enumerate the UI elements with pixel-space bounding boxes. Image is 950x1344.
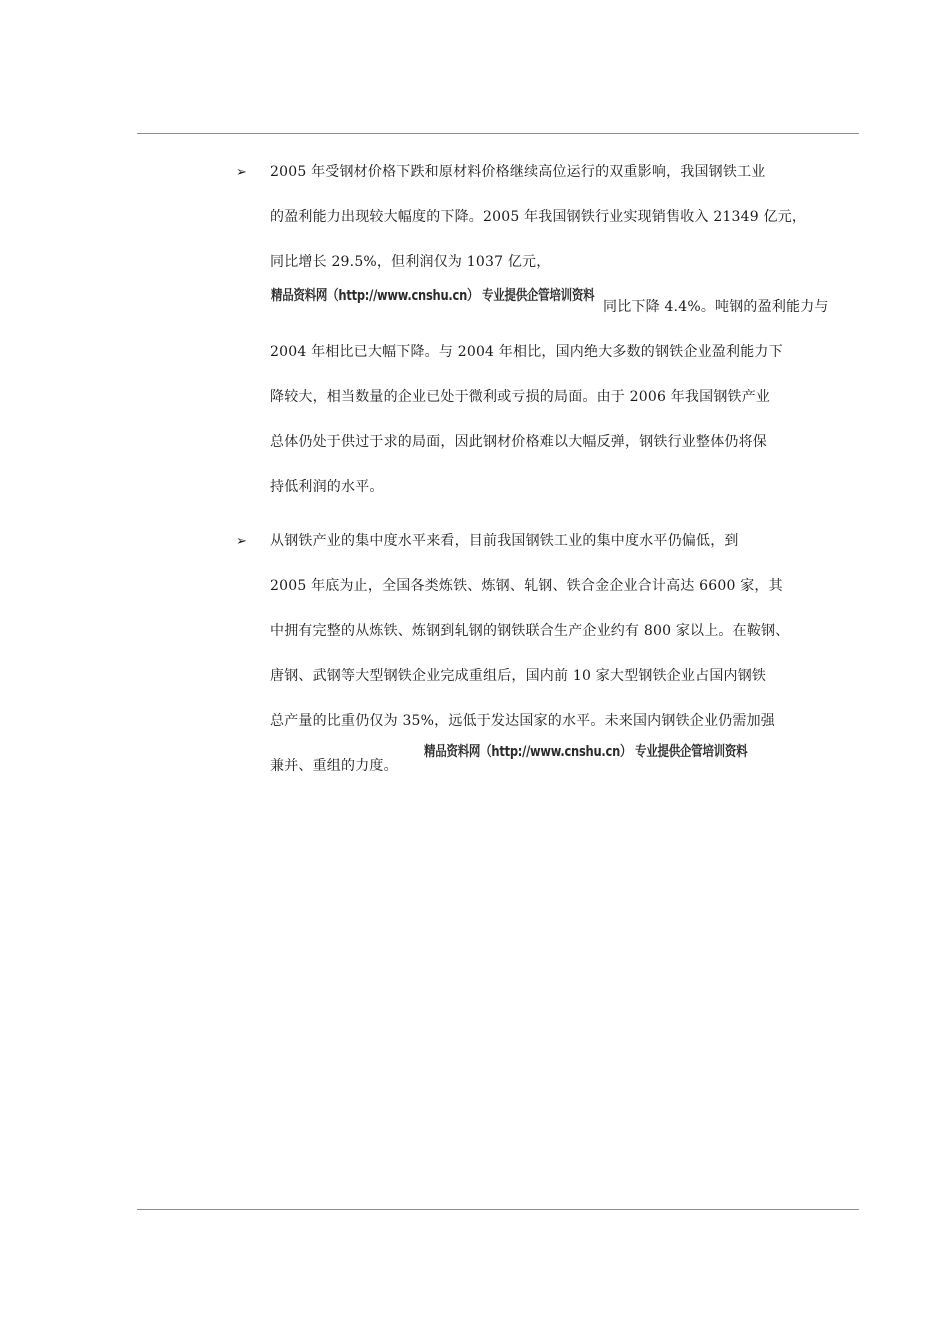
footer-rule	[137, 1209, 859, 1210]
paragraph-2-line-2: 2005 年底为止，全国各类炼铁、炼钢、轧钢、铁合金企业合计高达 6600 家，其	[270, 578, 783, 594]
paragraph-1-line-1: 2005 年受钢材价格下跌和原材料价格继续高位运行的双重影响，我国钢铁工业	[270, 164, 766, 180]
header-rule	[137, 133, 859, 134]
paragraph-1-line-2: 的盈利能力出现较大幅度的下降。2005 年我国钢铁行业实现销售收入 21349 亿元，	[270, 209, 807, 225]
watermark-text-1: 精品资料网（http://www.cnshu.cn） 专业提供企管培训资料	[271, 288, 595, 304]
paragraph-2-line-1: 从钢铁产业的集中度水平来看，目前我国钢铁工业的集中度水平仍偏低，到	[270, 533, 739, 549]
bullet-arrow-icon: ➢	[236, 534, 247, 549]
paragraph-1-line-6: 降较大，相当数量的企业已处于微利或亏损的局面。由于 2006 年我国钢铁产业	[270, 389, 771, 405]
paragraph-1-line-7: 总体仍处于供过于求的局面，因此钢材价格难以大幅反弹，钢铁行业整体仍将保	[270, 434, 767, 450]
watermark-text-2: 精品资料网（http://www.cnshu.cn） 专业提供企管培训资料	[424, 744, 748, 760]
paragraph-2-line-5: 总产量的比重仍仅为 35%，远低于发达国家的水平。未来国内钢铁企业仍需加强	[270, 713, 775, 729]
bullet-arrow-icon: ➢	[236, 165, 247, 180]
paragraph-1-line-8: 持低利润的水平。	[270, 479, 384, 495]
paragraph-1-line-4: 同比下降 4.4%。吨钢的盈利能力与	[603, 299, 829, 315]
paragraph-2-line-3: 中拥有完整的从炼铁、炼钢到轧钢的钢铁联合生产企业约有 800 家以上。在鞍钢、	[270, 623, 790, 639]
paragraph-2-line-6: 兼并、重组的力度。	[270, 758, 398, 774]
paragraph-1-line-3: 同比增长 29.5%，但利润仅为 1037 亿元，	[270, 254, 551, 270]
paragraph-2-line-4: 唐钢、武钢等大型钢铁企业完成重组后，国内前 10 家大型钢铁企业占国内钢铁	[270, 668, 767, 684]
paragraph-1-line-5: 2004 年相比已大幅下降。与 2004 年相比，国内绝大多数的钢铁企业盈利能力下	[270, 344, 783, 360]
